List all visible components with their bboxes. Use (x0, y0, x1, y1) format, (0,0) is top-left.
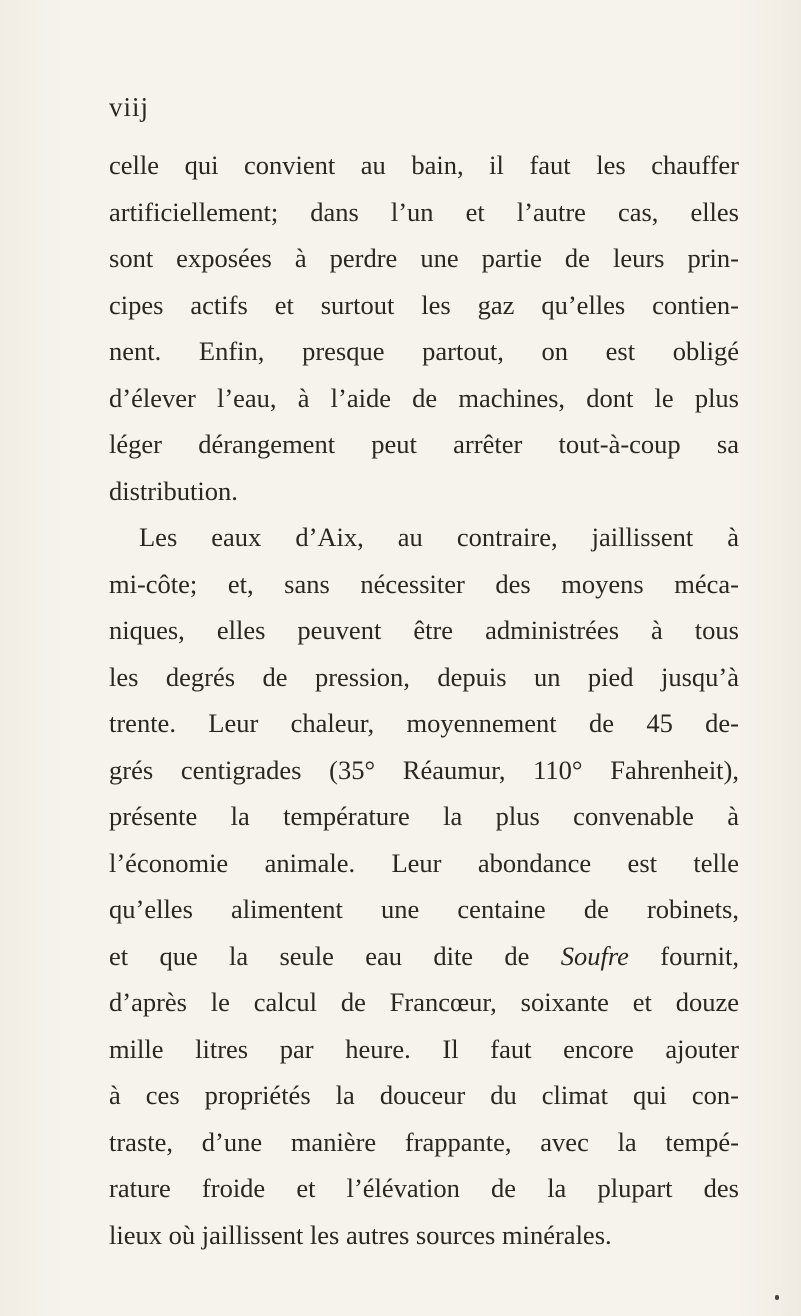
text-line: nent. Enfin, presque partout, on est obligé (109, 336, 739, 366)
paragraph-start-line: Les eaux d’Aix, au contraire, jaillissent à (139, 522, 739, 552)
text-line: cipes actifs et surtout les gaz qu’elles contien- (109, 289, 739, 320)
text-line: trente. Leur chaleur, moyennement de 45 de- (109, 708, 739, 738)
text-line: les degrés de pression, depuis un pied jusqu’à (109, 661, 739, 692)
text-line: qu’elles alimentent une centaine de robinets, (109, 894, 739, 924)
text-line: mi-côte; et, sans nécessiter des moyens méca- (109, 568, 739, 599)
text-line-with-italic: et que la seule eau dite de Soufre fournit, (109, 940, 740, 971)
text-line: grés centigrades (35° Réaumur, 110° Fahrenheit), (109, 754, 739, 785)
text-line: celle qui convient au bain, il faut les chauffer (109, 150, 739, 180)
text-line: d’après le calcul de Francœur, soixante et douze (109, 987, 739, 1017)
page-number: viij (109, 92, 150, 122)
text-line: sont exposées à perdre une partie de leurs prin- (109, 243, 739, 273)
text-line: traste, d’une manière frappante, avec la tempé- (109, 1126, 739, 1157)
text-line: niques, elles peuvent être administrées à tous (109, 615, 739, 645)
text-line: lieux où jaillissent les autres sources minérales. (109, 1219, 612, 1250)
body-text (109, 142, 739, 1258)
text-line: rature froide et l’élévation de la plupart des (109, 1173, 739, 1203)
text-line: présente la température la plus convenable à (109, 801, 739, 831)
text-line: léger dérangement peut arrêter tout-à-coup sa (109, 429, 739, 459)
text-line: mille litres par heure. Il faut encore ajouter (109, 1033, 739, 1064)
ink-speck (775, 1295, 779, 1300)
text-line: d’élever l’eau, à l’aide de machines, dont le plus (109, 382, 739, 413)
italic-word: Soufre (560, 940, 629, 971)
text-line: à ces propriétés la douceur du climat qui con- (109, 1080, 739, 1110)
text-line: artificiellement; dans l’un et l’autre cas, elles (109, 196, 739, 227)
text-line: distribution. (109, 475, 238, 506)
text-line: l’économie animale. Leur abondance est telle (109, 847, 739, 878)
